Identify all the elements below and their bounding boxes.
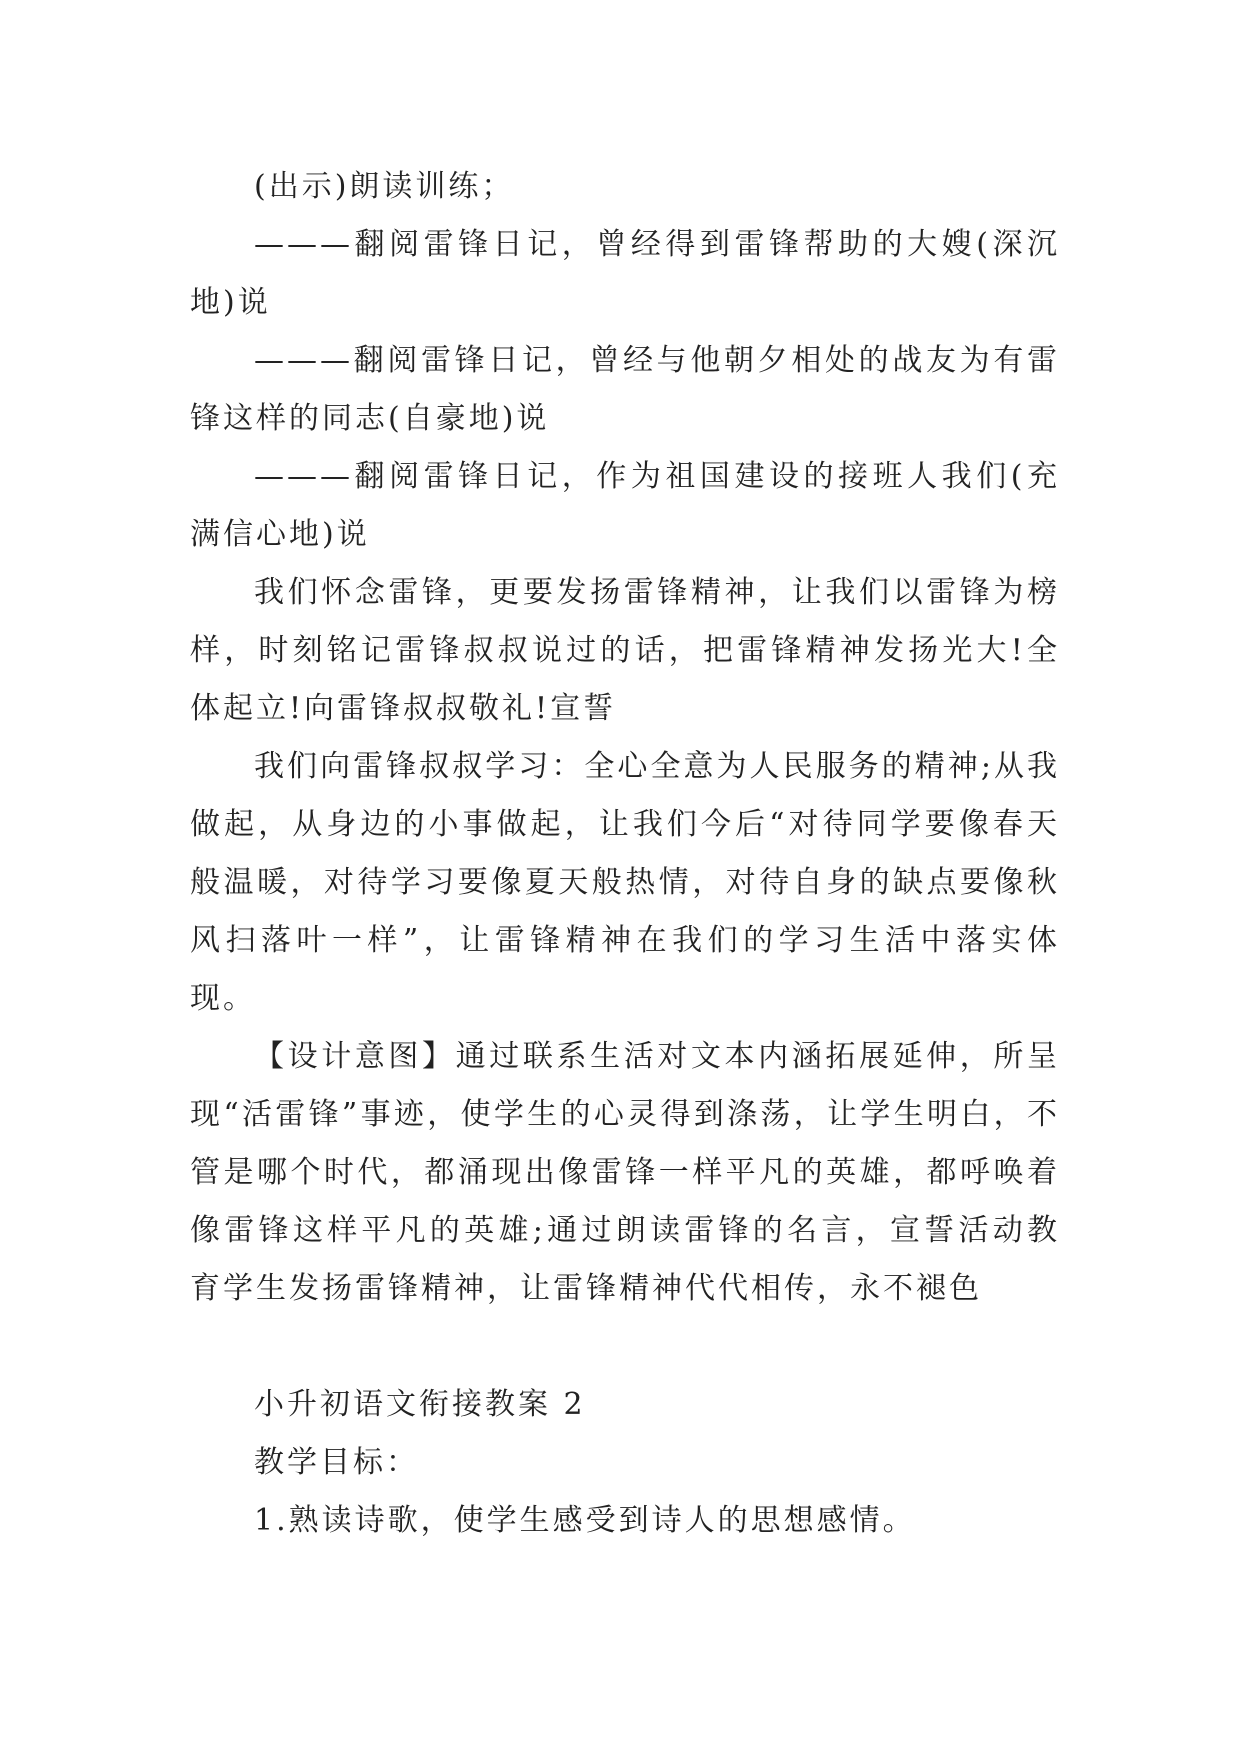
paragraph-successors: ———翻阅雷锋日记，作为祖国建设的接班人我们(充满信心地)说 bbox=[190, 459, 1060, 552]
paragraph-reading-training: (出示)朗读训练； bbox=[254, 169, 515, 204]
section-title: 小升初语文衔接教案 2 bbox=[254, 1387, 586, 1422]
paragraph-comrade: ———翻阅雷锋日记，曾经与他朝夕相处的战友为有雷锋这样的同志(自豪地)说 bbox=[190, 343, 1060, 436]
paragraph-remember-leifeng: 我们怀念雷锋，更要发扬雷锋精神，让我们以雷锋为榜样，时刻铭记雷锋叔叔说过的话，把雷锋精神发扬光大!全体起立!向雷锋叔叔敬礼!宣誓 bbox=[190, 575, 1060, 726]
paragraph-sister-in-law: ———翻阅雷锋日记，曾经得到雷锋帮助的大嫂(深沉地)说 bbox=[190, 227, 1060, 320]
teaching-goals-label: 教学目标： bbox=[254, 1445, 419, 1480]
paragraph-design-intent: 【设计意图】通过联系生活对文本内涵拓展延伸，所呈现“活雷锋”事迹，使学生的心灵得到涤荡，让学生明白，不管是哪个时代，都涌现出像雷锋一样平凡的英雄，都呼唤着像雷锋这样平凡的英雄;通过朗读雷锋的名言，宣誓活动教育学生发扬雷锋精神，让雷锋精神代代相传，永不褪色 bbox=[190, 1039, 1060, 1306]
teaching-goal-1: 1.熟读诗歌，使学生感受到诗人的思想感情。 bbox=[254, 1503, 916, 1538]
paragraph-learn-from-leifeng: 我们向雷锋叔叔学习：全心全意为人民服务的精神;从我做起，从身边的小事做起，让我们今后“对待同学要像春天般温暖，对待学习要像夏天般热情，对待自身的缺点要像秋风扫落叶一样”，让雷锋精神在我们的学习生活中落实体现。 bbox=[190, 749, 1060, 1016]
document-body bbox=[190, 158, 1060, 1550]
section-spacer bbox=[190, 1318, 1060, 1376]
